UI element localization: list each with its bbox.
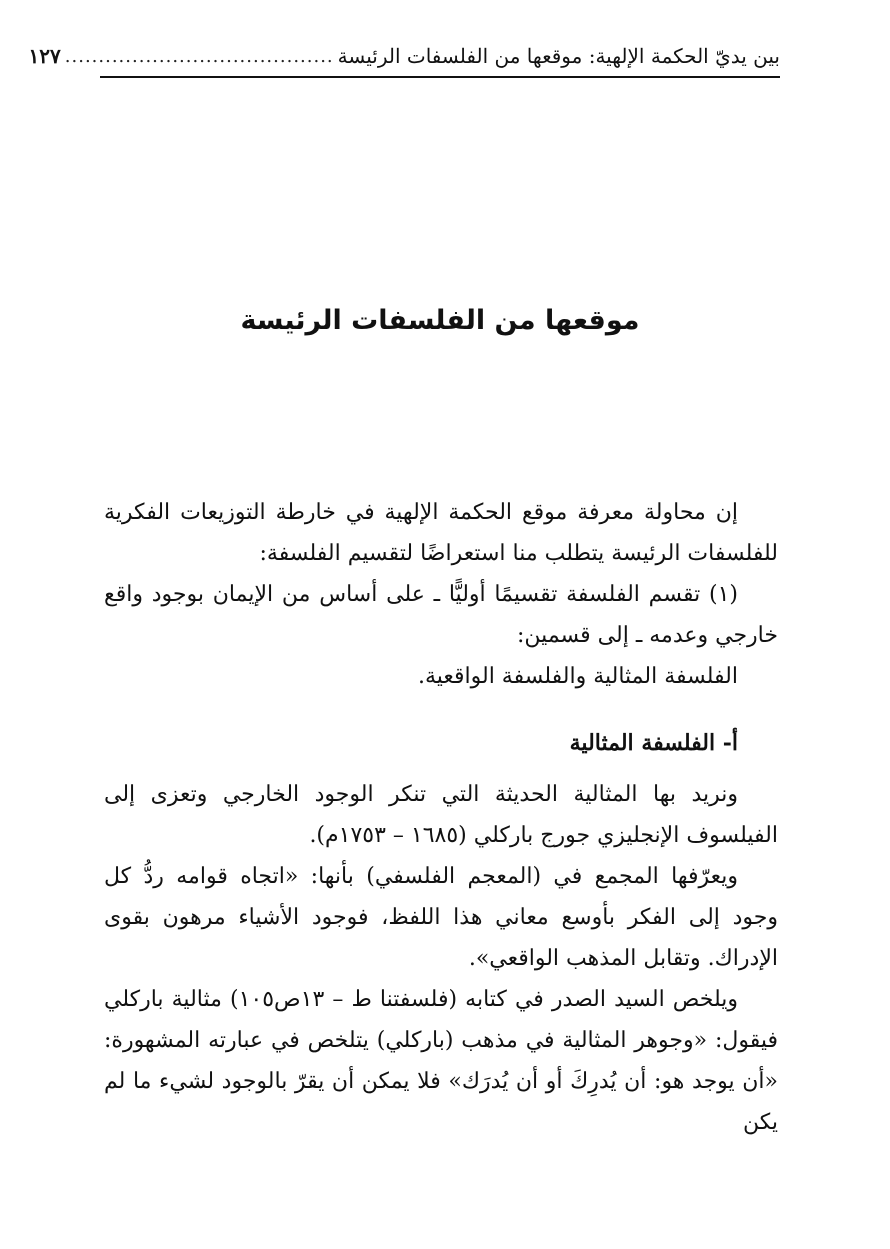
paragraph-idealism-definition: ونريد بها المثالية الحديثة التي تنكر الوجود الخارجي وتعزى إلى الفيلسوف الإنجليزي جورج باركلي (١٦٨٥ – ١٧٥٣م). [104, 782, 778, 848]
paragraph-dictionary-definition: ويعرّفها المجمع في (المعجم الفلسفي) بأنها: «اتجاه قوامه ردُّ كل وجود إلى الفكر بأوسع معاني هذا اللفظ، فوجود الأشياء مرهون بقوى الإدراك. وتقابل المذهب الواقعي». [104, 864, 778, 971]
paragraph-intro: إن محاولة معرفة موقع الحكمة الإلهية في خارطة التوزيعات الفكرية للفلسفات الرئيسة يتطلب منا استعراضًا لتقسيم الفلسفة: [104, 500, 778, 566]
header-divider [100, 76, 780, 78]
body-text [104, 492, 778, 1143]
subheading-idealism: أ- الفلسفة المثالية [569, 730, 738, 756]
paragraph-two-kinds: الفلسفة المثالية والفلسفة الواقعية. [417, 664, 738, 689]
running-header-title: بين يديّ الحكمة الإلهية: موقعها من الفلسفات الرئيسة [337, 44, 780, 68]
page-number: ١٢٧ [28, 44, 61, 68]
paragraph-division: (١) تقسم الفلسفة تقسيمًا أوليًّا ـ على أساس من الإيمان بوجود واقع خارجي وعدمه ـ إلى قسمين: [104, 582, 778, 648]
running-header-leader-dots: ........................................ [64, 45, 334, 67]
paragraph-sadr-summary: ويلخص السيد الصدر في كتابه (فلسفتنا ط – ١٣ص١٠٥) مثالية باركلي فيقول: «وجوهر المثالية في مذهب (باركلي) يتلخص في عبارته المشهورة: «أن يوجد هو: أن يُدرِكَ أو أن يُدرَك» فلا يمكن أن يقرّ بالوجود لشيء ما لم يكن [104, 987, 778, 1135]
running-header [28, 38, 780, 74]
chapter-title: موقعها من الفلسفات الرئيسة [240, 305, 640, 336]
